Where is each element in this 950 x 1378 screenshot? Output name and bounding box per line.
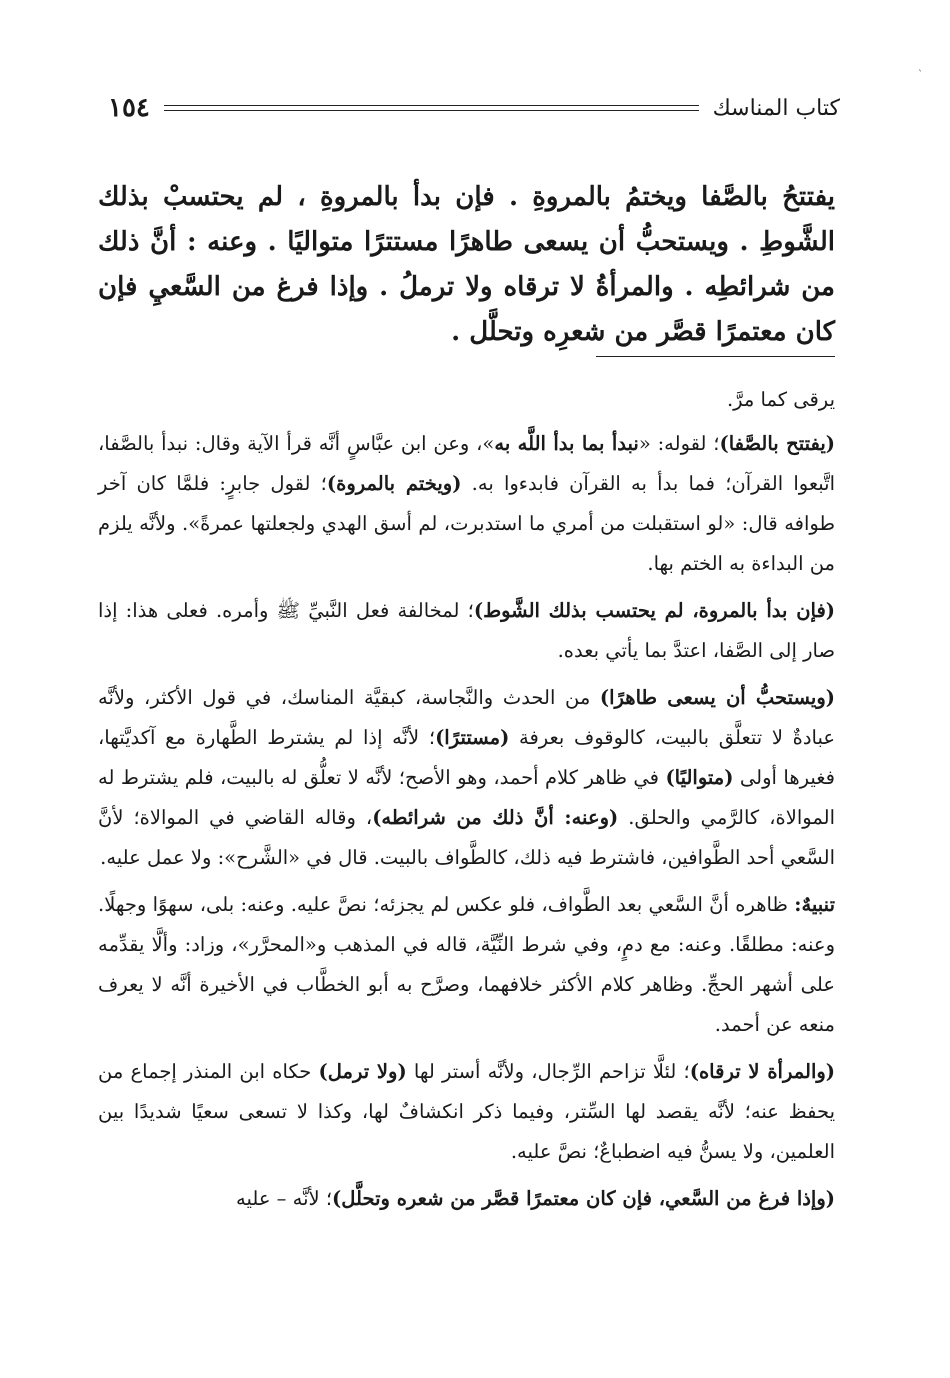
commentary-paragraph <box>98 678 835 878</box>
commentary-segment: ظاهره أنَّ السَّعي بعد الطَّواف، فلو عكس لم يجزئه؛ نصَّ عليه. وعنه: بلى، سهوًا وجهلًا. وعنه: مطلقًا. وعنه: مع دمٍ، وفي شرط النِّيَّة، قاله في المذهب و«المحرَّر»، وزاد: وألَّا يقدِّمه على أشهر الحجِّ. وظاهر كلام الأكثر خلافهما، وصرَّح به أبو الخطَّاب في الأخيرة أنَّه لا يعرف منعه عن أحمد. <box>98 893 835 1036</box>
quoted-matn-segment: (متواليًا) <box>665 766 734 789</box>
commentary-paragraph <box>98 1179 835 1219</box>
quoted-matn-segment: (وعنه: أنَّ ذلك من شرائطه) <box>372 806 619 829</box>
book-title: كتاب المناسك <box>712 95 840 121</box>
commentary-segment: ؛ لقوله: « <box>638 432 720 455</box>
matn-separator <box>596 356 835 357</box>
commentary-segment: ؛ لئلَّا تزاحم الرِّجال، ولأنَّه أستر لها <box>406 1060 690 1083</box>
page-header <box>90 88 840 128</box>
commentary-segment: ؛ لقول جابرٍ: فلمَّا كان آخر طوافه قال: «لو استقبلت من أمري ما استدبرت، لم أسق الهدي ولجعلتها عمرةً». ولأنَّه يلزم من البداءة به الختم بها. <box>98 472 835 575</box>
commentary-segment: ، وقاله القاضي في الموالاة؛ لأنَّ السَّعي أحد الطَّوافين، فاشترط فيه ذلك، كالطَّواف بالبيت. قال في «الشَّرح»: ولا عمل عليه. <box>98 806 835 869</box>
quoted-matn-segment: (ويختم بالمروة) <box>326 472 462 495</box>
commentary-segment: من الحدث والنَّجاسة، كبقيَّة المناسك، في قول الأكثر، ولأنَّه عبادةٌ لا تتعلَّق بالبيت، كالوقوف بعرفة <box>98 686 835 749</box>
quoted-matn-segment: (فإن بدأ بالمروة، لم يحتسب بذلك الشَّوط) <box>473 599 835 622</box>
commentary-paragraph <box>98 1052 835 1172</box>
quoted-matn-segment: (ولا ترمل) <box>318 1060 407 1083</box>
matn-text: يفتتحُ بالصَّفا ويختمُ بالمروةِ . فإن بدأ بالمروةِ ، لم يحتسبْ بذلك الشَّوطِ . ويستحبُّ أن يسعى طاهرًا مستترًا متواليًا . وعنه : أنَّ ذلك من شرائطِه . والمرأةُ لا ترقاه ولا ترملُ . وإذا فرغ من السَّعيِ فإن كان معتمرًا قصَّر من شعرِه وتحلَّل . <box>98 182 835 347</box>
commentary-segment: »، وعن ابن عبَّاسٍ أنَّه قرأ الآية وقال: نبدأ بالصَّفا، اتَّبعوا القرآن؛ فما بدأ به القرآن فابدءوا به. <box>98 432 835 495</box>
quoted-matn-segment: (يفتتح بالصَّفا) <box>719 432 836 455</box>
quoted-matn-segment: تنبيهٌ: <box>794 893 835 916</box>
commentary-paragraph <box>98 885 835 1045</box>
quoted-matn-segment: (ويستحبُّ أن يسعى طاهرًا) <box>599 686 835 709</box>
quoted-matn-segment: نبدأ بما بدأ اللَّه به <box>494 432 639 455</box>
commentary-segment: حكاه ابن المنذر إجماع من يحفظ عنه؛ لأنَّه يقصد لها السِّتر، وفيما ذكر انكشافٌ لها، وكذا لا تسعى سعيًا شديدًا بين العلمين، ولا يسنُّ فيه اضطباعٌ؛ نصَّ عليه. <box>98 1060 835 1163</box>
quoted-matn-segment: (والمرأة لا ترقاه) <box>689 1060 836 1083</box>
header-rule <box>164 105 699 111</box>
commentary-paragraph <box>98 380 835 420</box>
commentary-paragraph <box>98 591 835 671</box>
scan-mark: ` <box>918 70 923 81</box>
commentary-segment: في ظاهر كلام أحمد، وهو الأصح؛ لأنَّه لا تعلُّق له بالبيت، فلم يشترط له الموالاة، كالرَّمي والحلق. <box>98 766 835 829</box>
quoted-matn-segment: (مستترًا) <box>435 726 510 749</box>
page-number: ١٥٤ <box>108 93 150 123</box>
commentary-body <box>98 380 835 1226</box>
commentary-segment: ؛ لمخالفة فعل النَّبيِّ ﷺ وأمره. فعلى هذا: إذا صار إلى الصَّفا، اعتدَّ بما يأتي بعده. <box>98 599 835 662</box>
commentary-paragraph <box>98 424 835 584</box>
commentary-segment: ؛ لأنَّه إذا لم يشترط الطَّهارة مع آكديَّتها، فغيرها أولى <box>98 726 835 789</box>
commentary-segment: ؛ لأنَّه – عليه <box>236 1187 333 1210</box>
commentary-segment: يرقى كما مرَّ. <box>726 388 835 411</box>
quoted-matn-segment: (وإذا فرغ من السَّعي، فإن كان معتمرًا قصَّر من شعره وتحلَّل) <box>332 1187 835 1210</box>
